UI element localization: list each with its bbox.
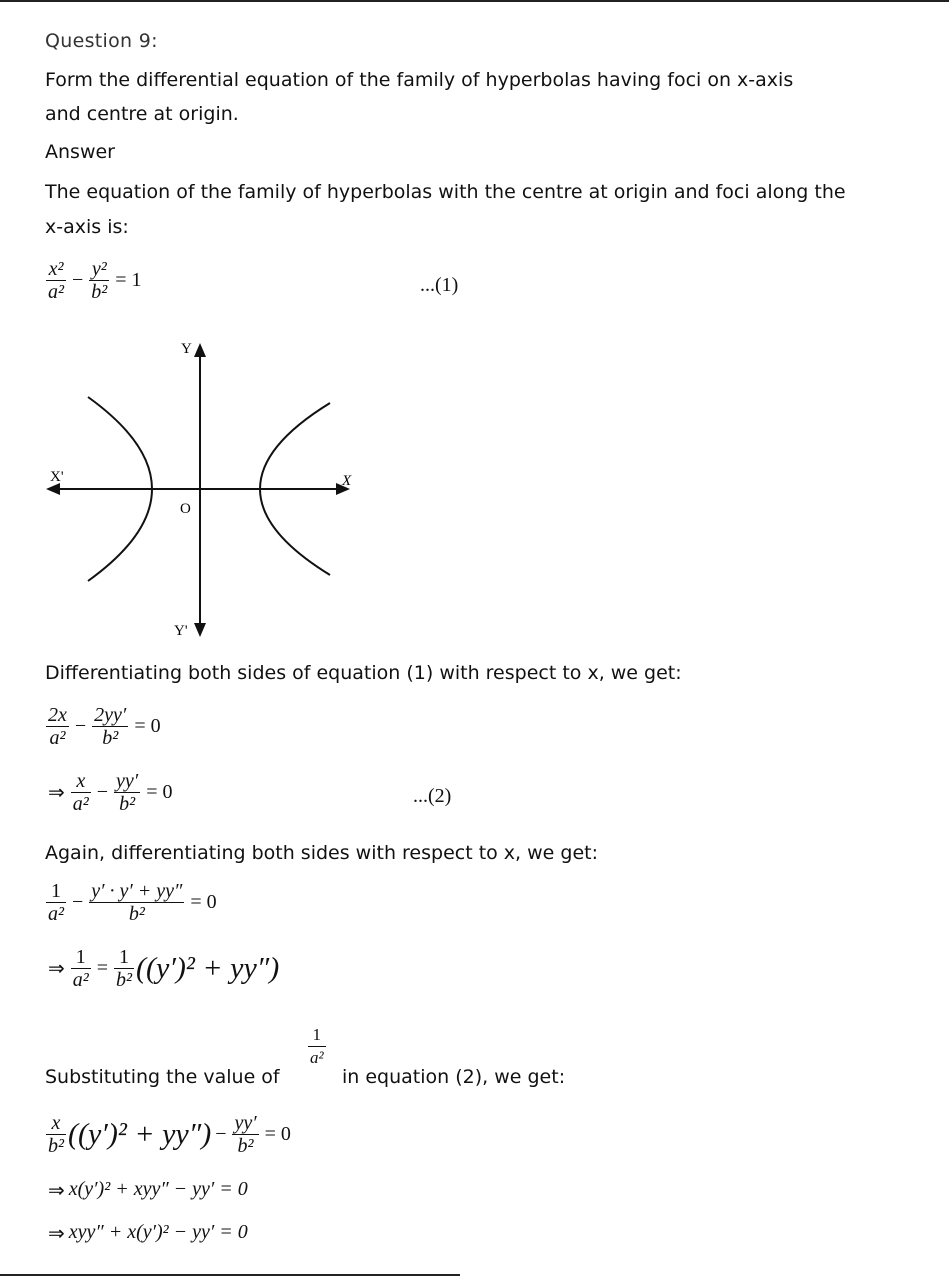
se-den-b2: b²: [237, 1135, 254, 1157]
y-axis-arrow-up: [194, 343, 206, 357]
final-line-1: [44, 1178, 248, 1203]
se-minus: −: [215, 1123, 227, 1145]
substituting-text-b: in equation (2), we get:: [342, 1066, 566, 1088]
eq1-num-x: x²: [46, 258, 66, 281]
eq2-den-a: a²: [72, 793, 89, 815]
f2-implies: ⇒: [48, 1223, 65, 1245]
rel-paren-expr: ((y′)² + yy″): [136, 951, 280, 985]
label-y: Y: [181, 341, 192, 357]
sd-num-expr: y′ · y′ + yy″: [91, 880, 183, 902]
d1-den-b: b²: [102, 727, 119, 749]
question-text-line1: Form the differential equation of the family of hyperbolas having foci on x-axis: [45, 69, 794, 91]
eq1-minus: −: [72, 269, 84, 291]
eq2-num-yy: yy′: [116, 770, 139, 792]
y-axis-arrow-down: [194, 623, 206, 637]
substituted-equation: [44, 1112, 295, 1157]
derivative-step-1: [44, 704, 165, 749]
eq2-minus: −: [96, 781, 109, 803]
subst-inline-fraction: [306, 1024, 328, 1069]
label-x: X: [342, 473, 352, 489]
rel-equals: =: [96, 957, 109, 979]
se-rhs: = 0: [264, 1123, 291, 1145]
bottom-rule: [0, 1274, 460, 1276]
se-num-x: x: [46, 1112, 66, 1135]
d1-num-2yy: 2yy′: [94, 704, 127, 726]
d1-num-2x: 2x: [48, 704, 67, 726]
rel-den-a: a²: [72, 969, 89, 991]
eq1-den-b: b²: [91, 281, 108, 303]
rel-implies: ⇒: [48, 958, 65, 980]
eq1-den-a: a²: [48, 281, 64, 303]
label-y-prime: Y': [174, 623, 188, 639]
f1-expr: x(y′)² + xyy″ − yy′ = 0: [68, 1178, 248, 1201]
eq1-tag: ...(1): [420, 274, 459, 296]
question-title: Question 9:: [45, 30, 158, 52]
se-den-b1: b²: [48, 1135, 64, 1157]
se-paren-expr: ((y′)² + yy″): [68, 1117, 212, 1151]
differentiating-text: Differentiating both sides of equation (1) with respect to x, we get:: [45, 662, 682, 684]
sd-den-a: a²: [48, 903, 64, 925]
eq1-rhs: = 1: [115, 269, 142, 291]
se-num-yy: yy′: [234, 1112, 257, 1134]
sd-minus: −: [72, 891, 84, 913]
one-over-a2-relation: [44, 946, 279, 991]
sd-rhs: = 0: [190, 891, 217, 913]
rel-num-1a: 1: [71, 946, 91, 969]
sd-den-b: b²: [128, 903, 145, 925]
eq2-den-b: b²: [119, 793, 136, 815]
eq2-tag: ...(2): [413, 785, 452, 807]
rel-den-b: b²: [116, 969, 133, 991]
top-rule: [0, 0, 949, 2]
hyperbola-figure: [40, 335, 370, 640]
answer-intro-line1: The equation of the family of hyperbolas with the centre at origin and foci along the: [45, 181, 846, 203]
substituting-text-a: Substituting the value of: [45, 1066, 280, 1088]
rel-num-1b: 1: [114, 946, 134, 969]
sd-num-1: 1: [46, 880, 66, 903]
eq2-rhs: = 0: [146, 781, 173, 803]
answer-intro-line2: x-axis is:: [45, 216, 129, 238]
f2-expr: xyy″ + x(y′)² − yy′ = 0: [68, 1221, 248, 1244]
subst-den-a: a²: [310, 1048, 324, 1067]
equation-2: [44, 770, 176, 815]
label-origin: O: [180, 501, 191, 517]
f1-implies: ⇒: [48, 1180, 65, 1202]
label-x-prime: X': [50, 469, 64, 485]
eq2-implies: ⇒: [48, 782, 65, 804]
d1-den-a: a²: [49, 727, 66, 749]
final-line-2: [44, 1221, 248, 1246]
second-derivative: [44, 880, 221, 925]
subst-num-1: 1: [308, 1024, 326, 1047]
eq2-num-x: x: [71, 770, 91, 793]
question-text-line2: and centre at origin.: [45, 103, 239, 125]
answer-label: Answer: [45, 141, 115, 163]
eq1-num-y: y²: [89, 258, 109, 281]
d1-rhs: = 0: [134, 715, 161, 737]
again-text: Again, differentiating both sides with respect to x, we get:: [45, 842, 598, 864]
d1-minus: −: [74, 715, 87, 737]
equation-1: [44, 258, 146, 303]
